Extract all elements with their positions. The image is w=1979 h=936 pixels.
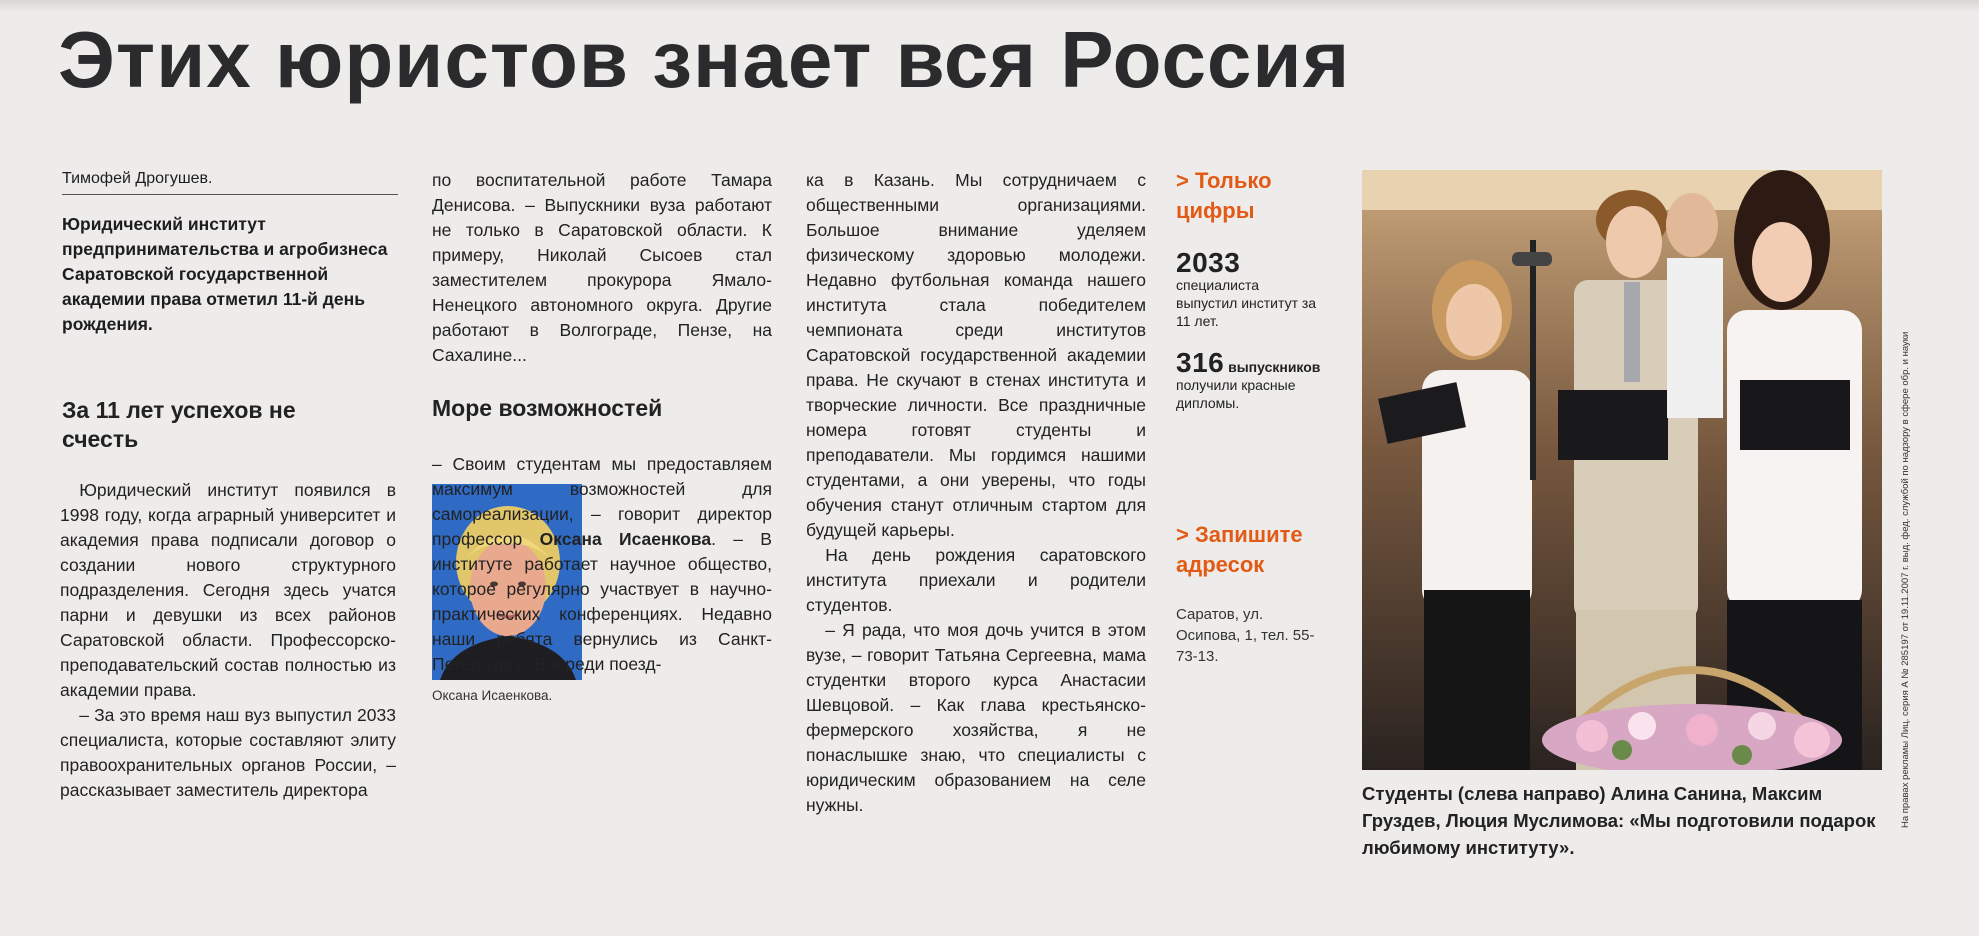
paragraph: ка в Казань. Мы сотрудничаем с общественными организациями. Большое внимание уделяем физическому здоровью молодежи. Недавно футбольная команда нашего института стала победителем чемпионата среди институтов Саратовской государственной академии права. Не скучают в стенах института и творческие личности. Все праздничные номера готовят студенты и преподаватели. Мы гордимся нашими студентами, а они уверены, что годы обучения станут отличным стартом для будущей карьеры.	[806, 170, 1146, 540]
column-2-continuation	[432, 168, 772, 368]
fact-text: получили красные дипломы.	[1176, 377, 1296, 411]
quote-paragraph	[432, 452, 772, 677]
subheading-opportunities: Море возможностей	[432, 395, 663, 421]
paragraph: На день рождения саратовского института приехали и родители студентов.	[806, 545, 1146, 615]
fact-graduates	[1176, 247, 1322, 330]
students-photo	[1362, 170, 1882, 770]
byline: Тимофей Дрогушев.	[62, 170, 398, 195]
subheading-11-years: За 11 лет успехов не счесть	[62, 397, 296, 452]
sidebar-heading-numbers: > Только цифры	[1176, 168, 1272, 223]
fact-number: 316	[1176, 347, 1225, 378]
previous-page-strip	[0, 0, 1979, 12]
fact-number: 2033	[1176, 247, 1241, 278]
photo-caption: Студенты (слева направо) Алина Санина, Максим Груздев, Люция Муслимова: «Мы подготовили подарок любимому институту».	[1362, 783, 1876, 858]
quote-line-1	[432, 452, 772, 677]
quote-text-end: . – В институте работает научное общество, которое регулярно участвует в научно-практических конференциях. Недавно наши ребята вернулись из Санкт-Петербурга. Впереди поезд-	[432, 529, 772, 674]
sidebar-heading-address: > Запишите адресок	[1176, 522, 1303, 577]
portrait-caption: Оксана Исаенкова.	[432, 688, 553, 703]
students-photo-icon	[1362, 170, 1882, 770]
advertising-notice: На правах рекламы Лиц. серия А № 285197 от 19.11.2007 г. выд. фед. службой по надзору в сфере обр. и науки	[1900, 331, 1911, 828]
paragraph: – За это время наш вуз выпустил 2033 специалиста, которые составляют элиту правоохранительных органов России, – рассказывает заместитель директора	[60, 705, 396, 800]
paragraph: Юридический институт появился в 1998 году, когда аграрный университет и академия права подписали договор о создании нового структурного подразделения. Сегодня здесь учатся парни и девушки из всех районов Саратовской области. Профессорско-преподавательский состав полностью из академии права.	[60, 480, 396, 700]
headline: Этих юристов знает вся Россия	[58, 15, 1351, 104]
lead-paragraph: Юридический институт предпринимательства и агробизнеса Саратовской государственной академии права отметил 11-й день рождения.	[62, 214, 388, 334]
quote-text: – Своим студентам мы предоставляем максимум возможностей для самореализации, – говорит директор профессор	[432, 454, 772, 549]
address: Саратов, ул. Осипова, 1, тел. 55-73-13.	[1176, 606, 1315, 665]
paragraph: по воспитательной работе Тамара Денисова. – Выпускники вуза работают не только в Саратовской области. К примеру, Николай Сысоев стал заместителем прокурора Ямало-Ненецкого автономного округа. Другие работают в Волгограде, Пензе, на Сахалине...	[432, 170, 772, 365]
column-1-body	[60, 478, 396, 803]
fact-red-diplomas	[1176, 347, 1322, 412]
fact-text: специалиста выпустил институт за 11 лет.	[1176, 277, 1317, 329]
fact-bold-text: выпускников	[1228, 359, 1321, 375]
quote-name: Оксана Исаенкова	[539, 529, 712, 549]
paragraph: – Я рада, что моя дочь учится в этом вузе, – говорит Татьяна Сергеевна, мама студентки второго курса Анастасии Шевцовой. – Как глава крестьянско-фермерского хозяйства, я не понаслышке знаю, что специалисты с юридическим образованием на селе нужны.	[806, 620, 1146, 815]
column-3-body	[806, 168, 1146, 818]
